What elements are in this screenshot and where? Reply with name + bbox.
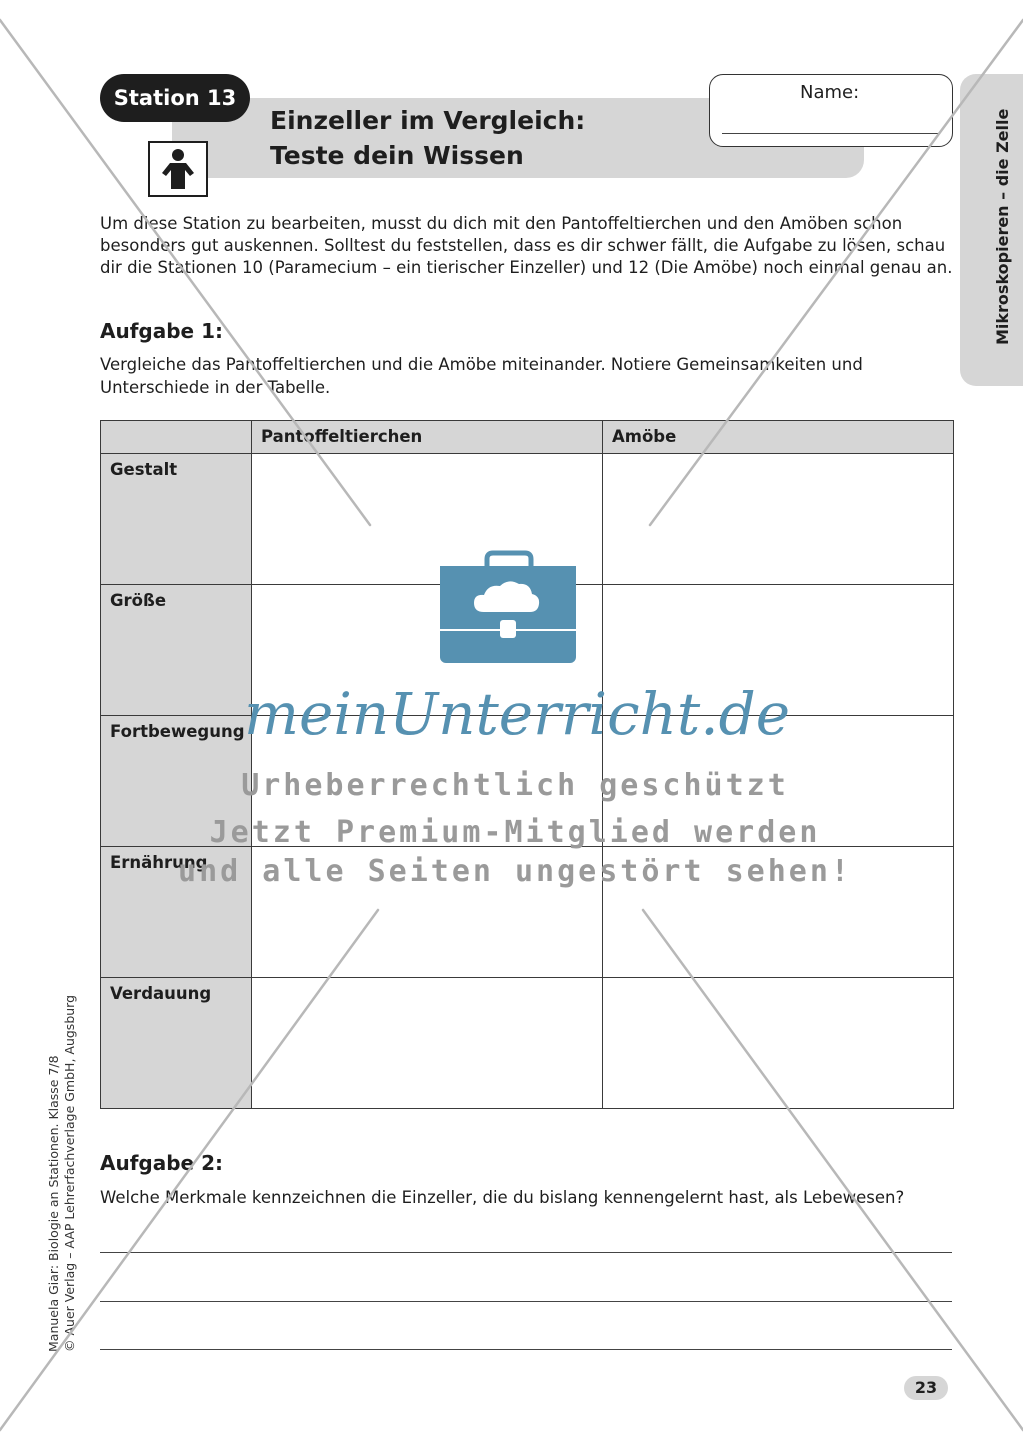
intro-line-1: Um diese Station zu bearbeiten, musst du dich mit den Pantoffeltierchen und den Amöben schon bbox=[100, 214, 903, 233]
side-tab-label: Mikroskopieren – die Zelle bbox=[993, 108, 1012, 345]
task1-heading: Aufgabe 1: bbox=[100, 319, 223, 343]
task2-text: Welche Merkmale kennzeichnen die Einzeller, die du bislang kennengelernt hast, als Lebewesen? bbox=[100, 1188, 905, 1207]
row-label-gestalt: Gestalt bbox=[101, 454, 252, 585]
page-number: 23 bbox=[904, 1376, 948, 1400]
watermark-line-1: Urheberrechtlich geschützt bbox=[241, 768, 789, 803]
watermark-line-3: und alle Seiten ungestört sehen! bbox=[178, 854, 852, 889]
page-title-line1: Einzeller im Vergleich: bbox=[270, 106, 586, 135]
page-title-line2: Teste dein Wissen bbox=[270, 141, 524, 170]
watermark-line-2: Jetzt Premium-Mitglied werden bbox=[209, 815, 821, 850]
task1-text-line-1: Vergleiche das Pantoffeltierchen und die Amöbe miteinander. Notiere Gemeinsamkeiten und bbox=[100, 355, 863, 374]
row-label-fortbewegung: Fortbewegung bbox=[101, 716, 252, 847]
row-label-verdauung: Verdauung bbox=[101, 978, 252, 1109]
briefcase-icon bbox=[440, 553, 576, 663]
row-label-ernaehrung: Ernährung bbox=[101, 847, 252, 978]
task2-heading: Aufgabe 2: bbox=[100, 1151, 223, 1175]
task1-text-line-2: Unterschiede in der Tabelle. bbox=[100, 378, 331, 397]
name-label: Name: bbox=[800, 82, 860, 103]
intro-line-2: besonders gut auskennen. Solltest du feststellen, dass es dir schwer fällt, die Aufgabe zu lösen, schau bbox=[100, 236, 946, 255]
credit-line-1: Manuela Giar: Biologie an Stationen. Klasse 7/8 bbox=[46, 1055, 61, 1352]
column-header-pantoffeltierchen: Pantoffeltierchen bbox=[252, 421, 603, 454]
station-badge: Station 13 bbox=[100, 74, 250, 122]
column-header-amoebe: Amöbe bbox=[603, 421, 954, 454]
intro-line-3: dir die Stationen 10 (Paramecium – ein tierischer Einzeller) und 12 (Die Amöbe) noch einmal genau an. bbox=[100, 258, 953, 277]
watermark-logo-text: meinUnterricht.de bbox=[244, 680, 791, 748]
credit-line-2: © Auer Verlag – AAP Lehrerfachverlage GmbH, Augsburg bbox=[62, 994, 77, 1352]
row-label-groesse: Größe bbox=[101, 585, 252, 716]
